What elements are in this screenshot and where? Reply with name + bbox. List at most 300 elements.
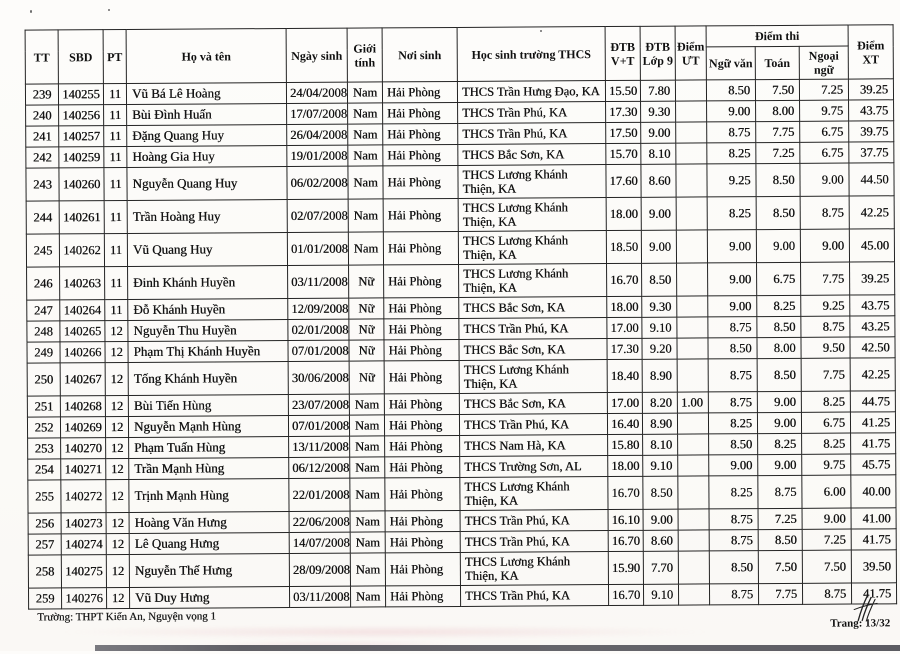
cell-dtb-l9: 9.10 — [642, 317, 677, 338]
cell-tt: 246 — [27, 267, 60, 300]
cell-dtb-vt: 16.70 — [607, 264, 642, 297]
cell-name: Vũ Bá Lê Hoàng — [126, 83, 286, 105]
cell-nn: 7.25 — [799, 79, 848, 100]
cell-tt: 241 — [26, 126, 59, 147]
cell-dtb-vt: 16.40 — [607, 414, 642, 435]
cell-ut — [677, 317, 708, 338]
cell-tt: 252 — [27, 417, 60, 438]
cell-toan: 9.00 — [756, 230, 800, 263]
cell-dob: 03/11/2008 — [288, 265, 349, 298]
cell-dtb-l9: 9.00 — [641, 122, 676, 143]
cell-pt: 12 — [105, 363, 128, 396]
table-row — [28, 550, 896, 588]
cell-tt: 248 — [27, 321, 60, 342]
cell-van: 8.50 — [708, 338, 757, 359]
cell-dob: 28/09/2008 — [289, 553, 350, 586]
cell-dob: 23/07/2008 — [288, 394, 349, 415]
cell-xt: 43.25 — [850, 316, 895, 337]
cell-name: Trần Mạnh Hùng — [129, 458, 289, 480]
cell-pt: 11 — [104, 126, 127, 147]
cell-ut — [678, 530, 709, 551]
cell-xt: 44.50 — [849, 163, 894, 196]
cell-sbd: 140274 — [61, 534, 106, 555]
cell-xt: 42.25 — [850, 358, 895, 391]
cell-dob: 13/11/2008 — [289, 436, 350, 457]
cell-dtb-l9: 7.80 — [640, 80, 675, 101]
col-header-birthplace: Nơi sinh — [382, 27, 457, 82]
cell-dob: 19/01/2008 — [287, 145, 348, 166]
cell-gender: Nữ — [349, 298, 384, 319]
score-table — [25, 24, 898, 610]
cell-toan: 7.75 — [756, 122, 800, 143]
cell-toan: 9.00 — [757, 392, 801, 413]
cell-name: Đỗ Khánh Huyền — [128, 299, 288, 321]
cell-van: 8.50 — [709, 551, 758, 584]
cell-pt: 11 — [104, 168, 127, 201]
cell-dtb-vt: 18.00 — [608, 456, 643, 477]
cell-dtb-vt: 16.70 — [608, 585, 643, 606]
cell-pt: 11 — [104, 105, 127, 126]
cell-nn: 7.25 — [802, 529, 851, 550]
cell-van: 8.25 — [707, 197, 756, 230]
cell-sbd: 140257 — [59, 126, 104, 147]
cell-name: Phạm Thị Khánh Huyền — [128, 341, 288, 363]
cell-pt: 12 — [105, 417, 128, 438]
cell-sbd: 140272 — [61, 480, 106, 513]
cell-gender: Nam — [350, 478, 385, 511]
cell-dob: 14/07/2008 — [289, 532, 350, 553]
cell-dtb-l9: 8.10 — [643, 434, 678, 455]
cell-name: Nguyễn Mạnh Hùng — [128, 416, 288, 438]
cell-sbd: 140259 — [59, 147, 104, 168]
cell-ut — [675, 80, 706, 101]
page-number-label: Trang: 13/32 — [830, 617, 891, 630]
cell-birthplace: Hải Phòng — [384, 319, 459, 340]
cell-sbd: 140268 — [60, 396, 105, 417]
cell-van: 8.75 — [709, 509, 758, 530]
cell-toan: 8.50 — [756, 197, 800, 230]
cell-ut — [677, 296, 708, 317]
cell-xt: 44.75 — [850, 391, 895, 412]
cell-pt: 12 — [106, 438, 129, 459]
cell-gender: Nam — [348, 166, 383, 199]
cell-toan: 8.50 — [756, 164, 800, 197]
cell-xt: 43.75 — [850, 295, 895, 316]
cell-tt: 257 — [28, 534, 61, 555]
cell-name: Tống Khánh Huyền — [128, 362, 288, 396]
cell-birthplace: Hải Phòng — [385, 436, 460, 457]
cell-nn: 8.75 — [801, 316, 850, 337]
cell-tt: 247 — [27, 300, 60, 321]
cell-birthplace: Hải Phòng — [383, 199, 458, 232]
scan-speck — [30, 10, 32, 13]
scan-edge-artifact — [95, 645, 900, 651]
cell-gender: Nữ — [349, 361, 384, 394]
cell-name: Hoàng Gia Huy — [127, 146, 287, 168]
cell-toan: 8.00 — [756, 101, 800, 122]
table-header — [25, 25, 893, 85]
cell-tt: 240 — [26, 105, 59, 126]
cell-dtb-vt: 17.00 — [607, 318, 642, 339]
cell-van: 8.50 — [706, 80, 755, 101]
cell-xt: 41.25 — [850, 412, 895, 433]
cell-pt: 11 — [104, 147, 127, 168]
cell-dtb-vt: 16.10 — [608, 510, 643, 531]
table-row — [26, 196, 894, 234]
cell-gender: Nam — [348, 232, 383, 265]
col-header-nn: Ngoại ngữ — [799, 46, 848, 80]
cell-toan: 7.75 — [758, 584, 802, 605]
cell-sbd: 140266 — [60, 342, 105, 363]
cell-ut — [676, 230, 707, 263]
cell-name: Bùi Tiến Hùng — [128, 395, 288, 417]
cell-gender: Nam — [348, 199, 383, 232]
cell-van: 8.75 — [708, 392, 757, 413]
cell-ut — [678, 584, 709, 605]
cell-xt: 42.25 — [849, 196, 894, 229]
cell-sbd: 140265 — [60, 321, 105, 342]
cell-dob: 01/01/2008 — [287, 232, 348, 265]
cell-pt: 12 — [105, 396, 128, 417]
cell-nn: 9.00 — [800, 229, 849, 262]
cell-birthplace: Hải Phòng — [383, 232, 458, 265]
cell-xt: 43.75 — [849, 100, 894, 121]
cell-name: Đặng Quang Huy — [127, 125, 287, 147]
cell-nn: 9.00 — [800, 163, 849, 196]
cell-sbd: 140256 — [59, 105, 104, 126]
col-header-sbd: SBD — [58, 30, 103, 85]
cell-dtb-l9: 7.70 — [643, 551, 678, 584]
cell-sbd: 140260 — [59, 168, 104, 201]
cell-gender: Nam — [350, 532, 385, 553]
table-row — [28, 475, 896, 513]
cell-tt: 242 — [26, 147, 59, 168]
cell-nn: 8.25 — [802, 433, 851, 454]
cell-ut — [678, 551, 709, 584]
cell-birthplace: Hải Phòng — [385, 478, 460, 511]
cell-ut — [678, 434, 709, 455]
cell-dob: 22/06/2008 — [289, 511, 350, 532]
cell-birthplace: Hải Phòng — [383, 166, 458, 199]
cell-nn: 8.25 — [801, 391, 850, 412]
cell-ut — [676, 197, 707, 230]
cell-school: THCS Bắc Sơn, KA — [458, 144, 606, 166]
cell-dtb-l9: 8.60 — [641, 164, 676, 197]
cell-van: 8.25 — [708, 413, 757, 434]
cell-dtb-l9: 9.00 — [643, 509, 678, 530]
cell-dob: 30/06/2008 — [288, 361, 349, 394]
cell-gender: Nam — [350, 436, 385, 457]
cell-ut — [677, 413, 708, 434]
cell-birthplace: Hải Phòng — [384, 298, 459, 319]
cell-gender: Nữ — [349, 319, 384, 340]
cell-name: Lê Quang Hưng — [129, 533, 289, 555]
cell-pt: 11 — [105, 267, 128, 300]
cell-pt: 11 — [104, 234, 127, 267]
cell-dob: 26/04/2008 — [287, 124, 348, 145]
cell-tt: 245 — [26, 234, 59, 267]
cell-nn: 7.75 — [801, 358, 850, 391]
cell-ut — [677, 359, 708, 392]
pen-mark-icon — [844, 596, 878, 622]
cell-xt: 40.00 — [851, 475, 896, 508]
cell-gender: Nam — [350, 586, 385, 607]
cell-dob: 07/01/2008 — [288, 340, 349, 361]
cell-xt: 41.75 — [851, 433, 896, 454]
cell-toan: 6.75 — [757, 263, 801, 296]
cell-toan: 8.00 — [757, 338, 801, 359]
cell-dtb-vt: 16.70 — [608, 531, 643, 552]
cell-dob: 02/01/2008 — [288, 319, 349, 340]
cell-pt: 12 — [106, 513, 129, 534]
col-header-name: Họ và tên — [126, 28, 286, 83]
cell-xt: 41.75 — [852, 583, 897, 604]
cell-toan: 8.50 — [757, 317, 801, 338]
cell-xt: 39.50 — [851, 550, 896, 583]
cell-gender: Nữ — [349, 340, 384, 361]
cell-van: 9.25 — [707, 164, 756, 197]
cell-xt: 42.50 — [850, 337, 895, 358]
cell-sbd: 140262 — [59, 234, 104, 267]
cell-pt: 12 — [106, 588, 129, 609]
cell-birthplace: Hải Phòng — [383, 124, 458, 145]
scan-speck — [108, 9, 110, 11]
cell-pt: 11 — [103, 84, 126, 105]
cell-nn: 8.75 — [800, 196, 849, 229]
scan-speck — [540, 30, 542, 32]
cell-ut — [676, 101, 707, 122]
cell-dob: 17/07/2008 — [287, 103, 348, 124]
cell-tt: 253 — [28, 438, 61, 459]
cell-nn: 7.75 — [801, 262, 850, 295]
cell-ut — [676, 164, 707, 197]
cell-tt: 239 — [25, 84, 58, 105]
cell-dtb-l9: 8.60 — [643, 530, 678, 551]
cell-dob: 22/01/2008 — [289, 478, 350, 511]
cell-tt: 259 — [28, 588, 61, 609]
cell-dob: 24/04/2008 — [286, 82, 347, 103]
cell-sbd: 140270 — [61, 438, 106, 459]
cell-dob: 06/02/2008 — [287, 166, 348, 199]
cell-tt: 249 — [27, 342, 60, 363]
cell-birthplace: Hải Phòng — [385, 457, 460, 478]
col-header-school: Học sinh trường THCS — [457, 27, 605, 82]
cell-ut: 1.00 — [677, 392, 708, 413]
cell-sbd: 140271 — [61, 459, 106, 480]
cell-sbd: 140275 — [61, 555, 106, 588]
cell-dtb-l9: 8.90 — [642, 413, 677, 434]
col-header-tt: TT — [25, 30, 58, 85]
cell-birthplace: Hải Phòng — [383, 145, 458, 166]
cell-school: THCS Trần Phú, KA — [460, 531, 608, 553]
cell-school: THCS Trần Phú, KA — [459, 414, 607, 436]
cell-dob: 12/09/2008 — [288, 298, 349, 319]
cell-dtb-l9: 8.50 — [642, 263, 677, 296]
cell-school: THCS Trần Phú, KA — [460, 585, 608, 607]
cell-nn: 7.50 — [802, 550, 851, 583]
cell-van: 9.00 — [707, 230, 756, 263]
col-header-gender: Giới tính — [347, 28, 382, 83]
cell-ut — [678, 509, 709, 530]
cell-dtb-vt: 17.50 — [606, 123, 641, 144]
cell-school: THCS Lương Khánh Thiện, KA — [458, 198, 606, 232]
cell-birthplace: Hải Phòng — [384, 415, 459, 436]
cell-pt: 11 — [104, 201, 127, 234]
cell-nn: 9.00 — [802, 508, 851, 529]
cell-ut — [676, 122, 707, 143]
cell-school: THCS Bắc Sơn, KA — [459, 297, 607, 319]
col-header-toan: Toán — [755, 46, 799, 80]
cell-pt: 12 — [106, 480, 129, 513]
cell-tt: 255 — [28, 480, 61, 513]
cell-van: 9.00 — [708, 263, 757, 296]
cell-tt: 258 — [28, 555, 61, 588]
cell-sbd: 140267 — [60, 363, 105, 396]
cell-dtb-vt: 15.50 — [605, 81, 640, 102]
table-row — [26, 229, 894, 267]
col-header-exam-group: Điểm thi — [706, 25, 848, 47]
cell-toan: 8.50 — [757, 359, 801, 392]
cell-gender: Nam — [348, 145, 383, 166]
cell-birthplace: Hải Phòng — [384, 394, 459, 415]
cell-dtb-vt: 17.00 — [607, 393, 642, 414]
cell-van: 8.75 — [707, 122, 756, 143]
cell-tt: 244 — [26, 201, 59, 234]
cell-tt: 251 — [27, 396, 60, 417]
cell-van: 9.00 — [708, 296, 757, 317]
cell-dtb-vt: 18.40 — [607, 360, 642, 393]
scan-smudge — [55, 626, 715, 638]
cell-birthplace: Hải Phòng — [384, 361, 459, 394]
cell-toan: 8.50 — [758, 530, 802, 551]
cell-van: 8.25 — [709, 476, 758, 509]
cell-school: THCS Trần Phú, KA — [458, 102, 606, 124]
cell-school: THCS Nam Hà, KA — [460, 435, 608, 457]
cell-nn: 9.75 — [800, 100, 849, 121]
cell-school: THCS Trường Sơn, AL — [460, 456, 608, 478]
cell-toan: 8.25 — [757, 296, 801, 317]
cell-sbd: 140276 — [61, 588, 106, 609]
cell-van: 8.75 — [708, 359, 757, 392]
cell-name: Hoàng Văn Hưng — [129, 512, 289, 534]
cell-dtb-l9: 8.20 — [642, 392, 677, 413]
cell-birthplace: Hải Phòng — [383, 103, 458, 124]
cell-dob: 06/12/2008 — [289, 457, 350, 478]
cell-dtb-l9: 8.90 — [642, 359, 677, 392]
cell-nn: 6.00 — [802, 475, 851, 508]
cell-van: 8.75 — [708, 317, 757, 338]
table-row — [28, 583, 896, 609]
cell-nn: 9.75 — [802, 454, 851, 475]
cell-nn: 6.75 — [800, 142, 849, 163]
cell-dtb-vt: 15.80 — [608, 435, 643, 456]
cell-xt: 39.25 — [848, 79, 893, 100]
col-header-pt: PT — [103, 29, 126, 83]
cell-gender: Nam — [349, 415, 384, 436]
cell-dtb-l9: 9.10 — [643, 584, 678, 605]
cell-name: Nguyễn Quang Huy — [127, 167, 287, 201]
cell-name: Trần Hoàng Huy — [127, 200, 287, 234]
cell-van: 8.50 — [709, 434, 758, 455]
col-header-ut: Điểm ƯT — [675, 26, 706, 81]
cell-birthplace: Hải Phòng — [384, 340, 459, 361]
cell-dob: 03/11/2008 — [289, 586, 350, 607]
cell-dtb-l9: 8.10 — [641, 143, 676, 164]
cell-pt: 12 — [106, 555, 129, 588]
cell-school: THCS Lương Khánh Thiện, KA — [458, 165, 606, 199]
col-header-dtb-vt: ĐTB V+T — [605, 26, 640, 81]
table-body — [25, 79, 896, 609]
cell-xt: 41.75 — [851, 529, 896, 550]
cell-ut — [677, 338, 708, 359]
cell-dtb-l9: 9.00 — [641, 230, 676, 263]
cell-dtb-l9: 9.30 — [641, 101, 676, 122]
cell-nn: 6.75 — [800, 121, 849, 142]
cell-dtb-vt: 15.90 — [608, 552, 643, 585]
cell-pt: 12 — [106, 534, 129, 555]
cell-pt: 12 — [106, 459, 129, 480]
cell-birthplace: Hải Phòng — [385, 532, 460, 553]
cell-dtb-l9: 9.10 — [643, 455, 678, 476]
cell-dob: 02/07/2008 — [287, 199, 348, 232]
cell-gender: Nam — [350, 511, 385, 532]
cell-toan: 8.25 — [758, 434, 802, 455]
table-row — [27, 358, 895, 396]
cell-dob: 07/01/2008 — [288, 415, 349, 436]
cell-name: Đinh Khánh Huyền — [128, 266, 288, 300]
cell-gender: Nam — [350, 457, 385, 478]
cell-sbd: 140263 — [60, 267, 105, 300]
cell-school: THCS Trần Hưng Đạo, KA — [457, 81, 605, 103]
cell-school: THCS Lương Khánh Thiện, KA — [460, 552, 608, 586]
cell-toan: 7.50 — [755, 80, 799, 101]
cell-birthplace: Hải Phòng — [382, 82, 457, 103]
col-header-dtb-l9: ĐTB Lớp 9 — [640, 26, 675, 81]
cell-gender: Nữ — [349, 265, 384, 298]
cell-dtb-vt: 18.50 — [606, 231, 641, 264]
cell-toan: 9.00 — [757, 413, 801, 434]
cell-gender: Nam — [348, 103, 383, 124]
cell-birthplace: Hải Phòng — [385, 586, 460, 607]
table-row — [27, 262, 895, 300]
cell-toan: 7.50 — [758, 551, 802, 584]
cell-school: THCS Lương Khánh Thiện, KA — [460, 477, 608, 511]
cell-xt: 39.25 — [850, 262, 895, 295]
cell-xt: 45.00 — [849, 229, 894, 262]
cell-pt: 12 — [105, 321, 128, 342]
col-header-xt: Điểm XT — [848, 25, 893, 80]
cell-gender: Nam — [347, 82, 382, 103]
cell-school: THCS Lương Khánh Thiện, KA — [459, 360, 607, 394]
cell-nn: 9.50 — [801, 337, 850, 358]
cell-nn: 9.25 — [801, 295, 850, 316]
cell-ut — [676, 143, 707, 164]
cell-pt: 11 — [105, 300, 128, 321]
cell-dtb-vt: 15.70 — [606, 144, 641, 165]
cell-school: THCS Trần Phú, KA — [458, 123, 606, 145]
cell-nn: 6.75 — [801, 412, 850, 433]
cell-xt: 45.75 — [851, 454, 896, 475]
cell-ut — [677, 263, 708, 296]
cell-name: Vũ Duy Hưng — [129, 587, 289, 609]
cell-sbd: 140269 — [60, 417, 105, 438]
cell-birthplace: Hải Phòng — [384, 265, 459, 298]
cell-name: Trịnh Mạnh Hùng — [129, 479, 289, 513]
cell-toan: 7.25 — [758, 509, 802, 530]
cell-tt: 250 — [27, 363, 60, 396]
cell-gender: Nam — [350, 553, 385, 586]
cell-dtb-l9: 9.30 — [642, 296, 677, 317]
